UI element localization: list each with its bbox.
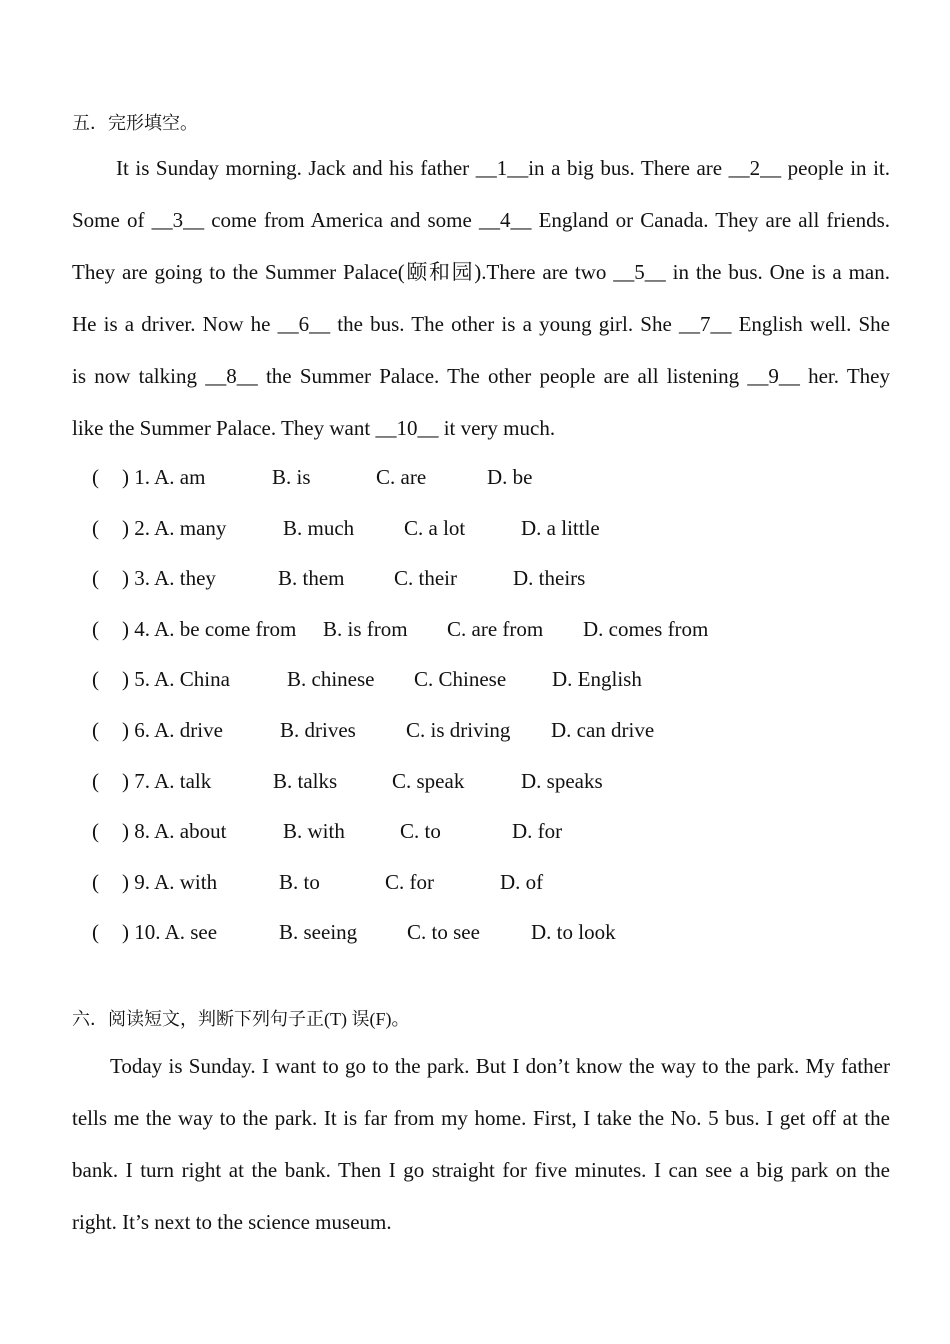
answer-paren[interactable]: ( (92, 667, 99, 691)
answer-paren[interactable]: ( (92, 819, 99, 843)
option-b: B. is from (323, 617, 408, 641)
question-row-4 (92, 614, 852, 644)
question-row-1 (92, 462, 852, 492)
answer-paren[interactable]: ( (92, 870, 99, 894)
section-5-title: 五．完形填空。 (72, 113, 198, 133)
option-c: C. to see (407, 920, 480, 944)
passage-line: They are going to the Summer Palace(颐和园).There are two __5__ in the bus. One is a man. (72, 260, 890, 284)
option-a: ) 10. A. see (122, 920, 218, 944)
option-a: ) 1. A. am (122, 465, 206, 489)
option-d: D. theirs (513, 566, 586, 590)
option-a: ) 6. A. drive (122, 718, 223, 742)
section-6-passage (72, 1040, 890, 1248)
option-c: C. Chinese (414, 667, 507, 691)
option-b: B. to (279, 870, 320, 894)
section-6-title: 六．阅读短文，判断下列句子正(T) 误(F)。 (72, 1009, 410, 1029)
option-a: ) 3. A. they (122, 566, 216, 590)
option-c: C. speak (392, 769, 465, 793)
option-b: B. with (283, 819, 345, 843)
option-a: ) 5. A. China (122, 667, 230, 691)
option-a: ) 9. A. with (122, 870, 218, 894)
option-b: B. seeing (279, 920, 358, 944)
option-c: C. are (376, 465, 427, 489)
option-d: D. a little (521, 516, 600, 540)
option-c: C. is driving (406, 718, 511, 742)
question-row-10 (92, 917, 852, 947)
option-a: ) 8. A. about (122, 819, 227, 843)
question-row-9 (92, 867, 852, 897)
option-b: B. is (272, 465, 311, 489)
passage-line: is now talking __8__ the Summer Palace. The other people are all listening __9__ her. They (72, 364, 890, 388)
option-d: D. can drive (551, 718, 655, 742)
answer-paren[interactable]: ( (92, 718, 99, 742)
passage-line: Some of __3__ come from America and some __4__ England or Canada. They are all friends. (72, 208, 890, 232)
passage-line: Today is Sunday. I want to go to the park. But I don’t know the way to the park. My father (110, 1054, 890, 1078)
option-c: C. their (394, 566, 457, 590)
option-d: D. be (487, 465, 533, 489)
passage-line: tells me the way to the park. It is far from my home. First, I take the No. 5 bus. I get off at the (72, 1106, 890, 1130)
option-a: ) 7. A. talk (122, 769, 212, 793)
passage-line: like the Summer Palace. They want __10__ it very much. (72, 416, 556, 440)
option-b: B. drives (280, 718, 356, 742)
option-c: C. are from (447, 617, 544, 641)
answer-paren[interactable]: ( (92, 769, 99, 793)
answer-paren[interactable]: ( (92, 465, 99, 489)
question-row-5 (92, 664, 852, 694)
option-a: ) 4. A. be come from (122, 617, 297, 641)
question-row-6 (92, 715, 852, 745)
question-row-8 (92, 816, 852, 846)
option-b: B. them (278, 566, 345, 590)
answer-paren[interactable]: ( (92, 920, 99, 944)
question-row-7 (92, 766, 852, 796)
passage-line: It is Sunday morning. Jack and his father __1__in a big bus. There are __2__ people in it. (116, 156, 890, 180)
option-b: B. chinese (287, 667, 375, 691)
option-d: D. comes from (583, 617, 709, 641)
passage-line: right. It’s next to the science museum. (72, 1210, 392, 1234)
question-row-2 (92, 513, 852, 543)
option-d: D. to look (531, 920, 616, 944)
passage-line: bank. I turn right at the bank. Then I go straight for five minutes. I can see a big park on the (72, 1158, 890, 1182)
option-b: B. much (283, 516, 355, 540)
option-d: D. speaks (521, 769, 603, 793)
option-d: D. for (512, 819, 563, 843)
section-5-passage (72, 142, 890, 454)
option-c: C. a lot (404, 516, 466, 540)
option-c: C. to (400, 819, 441, 843)
option-b: B. talks (273, 769, 338, 793)
passage-line: He is a driver. Now he __6__ the bus. The other is a young girl. She __7__ English well. She (72, 312, 890, 336)
option-c: C. for (385, 870, 434, 894)
question-row-3 (92, 563, 852, 593)
option-a: ) 2. A. many (122, 516, 227, 540)
answer-paren[interactable]: ( (92, 516, 99, 540)
answer-paren[interactable]: ( (92, 617, 99, 641)
option-d: D. English (552, 667, 642, 691)
option-d: D. of (500, 870, 544, 894)
answer-paren[interactable]: ( (92, 566, 99, 590)
